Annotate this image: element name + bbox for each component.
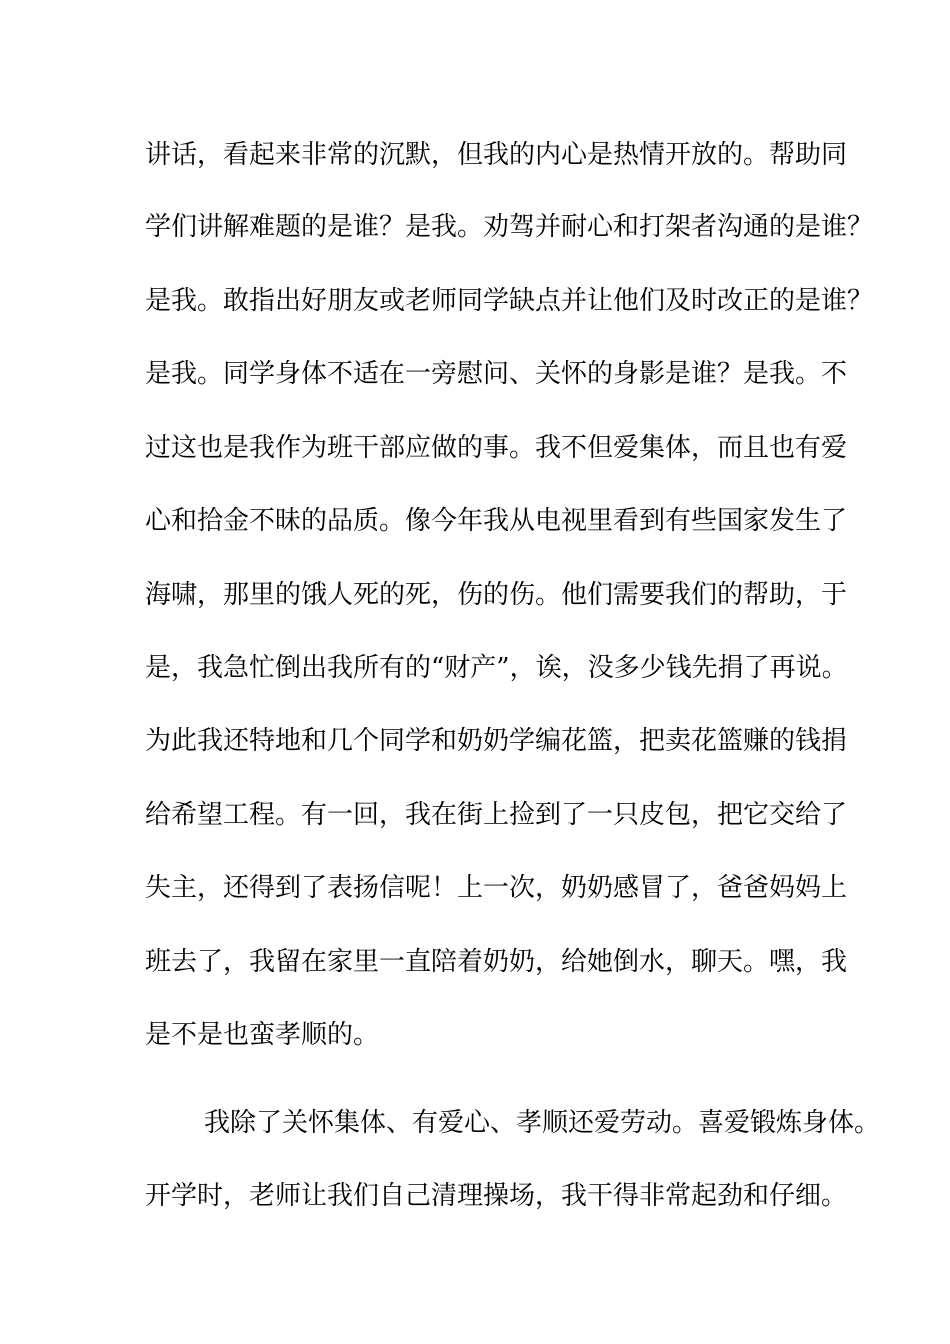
text-line: 班去了，我留在家里一直陪着奶奶，给她倒水，聊天。嘿，我: [145, 947, 848, 977]
text-line: 是我。敢指出好朋友或老师同学缺点并让他们及时改正的是谁？: [145, 286, 874, 316]
text-line: 海啸，那里的饿人死的死，伤的伤。他们需要我们的帮助，于: [145, 580, 848, 610]
text-line: 失主，还得到了表扬信呢！上一次，奶奶感冒了，爸爸妈妈上: [145, 873, 848, 903]
text-line: 学们讲解难题的是谁？是我。劝驾并耐心和打架者沟通的是谁？: [145, 212, 874, 242]
text-line: 讲话，看起来非常的沉默，但我的内心是热情开放的。帮助同: [145, 140, 848, 170]
text-line: 是，我急忙倒出我所有的“财产”，诶，没多少钱先捐了再说。: [145, 653, 848, 683]
paragraph-first-line: 我除了关怀集体、有爱心、孝顺还爱劳动。喜爱锻炼身体。: [204, 1108, 881, 1138]
text-line: 心和拾金不昧的品质。像今年我从电视里看到有些国家发生了: [145, 506, 848, 536]
text-line: 是不是也蛮孝顺的。: [145, 1020, 380, 1050]
text-line: 是我。同学身体不适在一旁慰问、关怀的身影是谁？是我。不: [145, 359, 848, 389]
text-line: 给希望工程。有一回，我在街上捡到了一只皮包，把它交给了: [145, 800, 848, 830]
text-line: 过这也是我作为班干部应做的事。我不但爱集体，而且也有爱: [145, 433, 848, 463]
text-line: 为此我还特地和几个同学和奶奶学编花篮，把卖花篮赚的钱捐: [145, 726, 848, 756]
text-line: 开学时，老师让我们自己清理操场，我干得非常起劲和仔细。: [145, 1181, 848, 1211]
